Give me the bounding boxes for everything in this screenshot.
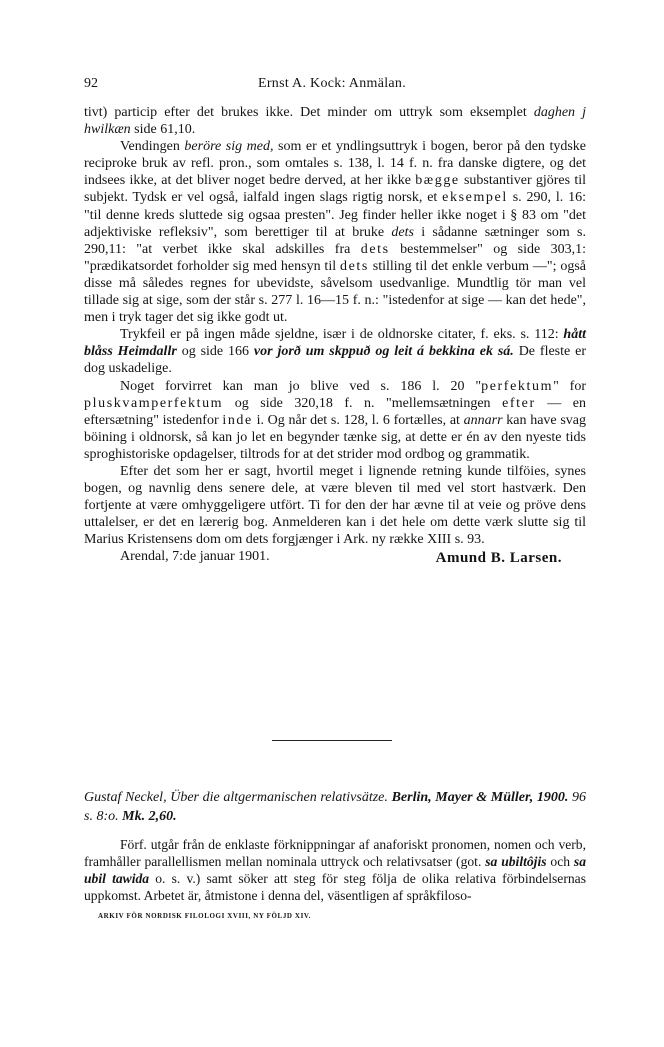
spaced-term: bægge	[415, 173, 460, 189]
spaced-term: dets	[360, 241, 390, 257]
review-text	[84, 104, 586, 565]
spaced-term: eksempel	[442, 190, 508, 206]
page-number: 92	[84, 76, 98, 91]
review-paragraph: Förf. utgår från de enklaste förknippningar af anaforiskt pronomen, nomen och verb, framhåller parallellismen mellan nominala uttryck och relativsatser (got. sa ubiltôjis och sa ubil tawida o. s. v.) samt söker att steg för steg följa de olika relativa förbindelsernas uppkomst. Arbetet är, åtmistone i denna del, väsentligen af språkfiloso-	[84, 837, 586, 904]
dateline: Arendal, 7:de januar 1901.	[120, 549, 270, 565]
italic-term: dets	[391, 224, 414, 240]
review-body	[84, 836, 586, 904]
spaced-term: dets	[339, 258, 369, 274]
spaced-term: perfektum	[481, 378, 554, 394]
italic-term: annarr	[463, 412, 503, 428]
spaced-term: inde	[222, 412, 253, 428]
page-header	[0, 76, 664, 94]
italic-citation: vor jorð um skppuð og leit á bekkina ek sá.	[253, 344, 514, 360]
paragraph-2: Vendingen beröre sig med, som er et yndlingsuttryk i bogen, beror på den tydske reciproke bruk av refl. pron., som omtales s. 138, l. 14 f. n. fra danske digtere, og det indsees ikke, at det bliver noget bedre derved, at her ikke bægge substantiver gjöres til subjekt. Tydsk er vel også, ialfald ingen slags rigtig norsk, et eksempel s. 290, l. 16: "til denne kreds sluttede sig ogsaa presten". Jeg finder heller ikke noget i § 83 om "det adjektiviske refleksiv", som berettiger til at bruke dets i sådanne sætninger som s. 290,11: "at verbet ikke skal adskilles fra dets bestemmelser" og side 303,1: "prædikatsordet forholder sig med hensyn til dets stilling til det enkle verbum —"; også disse må således regnes for ubevidste, såvelsom usedvanlige. Mundtlig tör man vel tillade sig at sige, som der står s. 277 l. 16—15 f. n.: "istedenfor at sige — kan det hede", men i tryk tager det sig ikke godt ut.	[84, 139, 587, 326]
paragraph-4: Noget forvirret kan man jo blive ved s. 186 l. 20 "perfektum" for pluskvamperfektum og side 320,18 f. n. "mellemsætningen efter — en eftersætning" istedenfor inde i. Og når det s. 128, l. 6 fortælles, at annarr kan have svag böining i oldnorsk, så kan jo let en begynder tænke sig, at dette er én av den nyeste tids sproghistoriske opdagelser, tiltrods for at det strider mod ordbog og grammatik.	[84, 378, 587, 462]
italic-term: daghen j hwilkæn	[84, 105, 586, 138]
signature-row	[84, 548, 586, 565]
italic-term: sa ubil tawida	[84, 854, 586, 887]
italic-term: sa ubiltôjis	[485, 854, 547, 870]
review-heading: Gustaf Neckel, Über die altgermanischen relativsätze. Berlin, Mayer & Müller, 1900. 96 s. 8:o. Mk. 2,60.	[84, 790, 587, 824]
page-footer: ARKIV FÖR NORDISK FILOLOGI XVIII, NY FÖLJD XIV.	[98, 912, 312, 920]
paragraph-3: Trykfeil er på ingen måde sjeldne, især i de oldnorske citater, f. eks. s. 112: hått blåss Heimdallr og side 166 vor jorð um skppuð og leit á bekkina ek sá. De fleste er dog uskadelige.	[84, 327, 586, 377]
paragraph-1: tivt) particip efter det brukes ikke. Det minder om uttryk som eksemplet daghen j hwilkæn side 61,10.	[84, 105, 586, 138]
italic-citation: hått blåss Heimdallr	[84, 327, 586, 360]
signature: Amund B. Larsen.	[435, 550, 562, 567]
spaced-term: pluskvamperfektum	[84, 395, 224, 411]
running-head: Ernst A. Kock: Anmälan.	[257, 76, 407, 91]
italic-term: beröre sig med,	[184, 139, 274, 155]
spaced-term: efter	[502, 395, 536, 411]
paragraph-5: Efter det som her er sagt, hvortil meget i lignende retning kunde tilföies, synes bogen, og navnlig dens senere dele, at være bleven til med vel stort hastværk. Den fortjente at være omhyggeligere utfört. Ti for den der har ævne til at veie og pröve dens uttalelser, er det en lærerig bog. Anmelderen kan i det hele om dette værk slutte sig til Marius Kristensens dom om dets forgjænger i Ark. ny række XIII s. 93.	[84, 463, 586, 548]
section-divider	[272, 740, 392, 741]
